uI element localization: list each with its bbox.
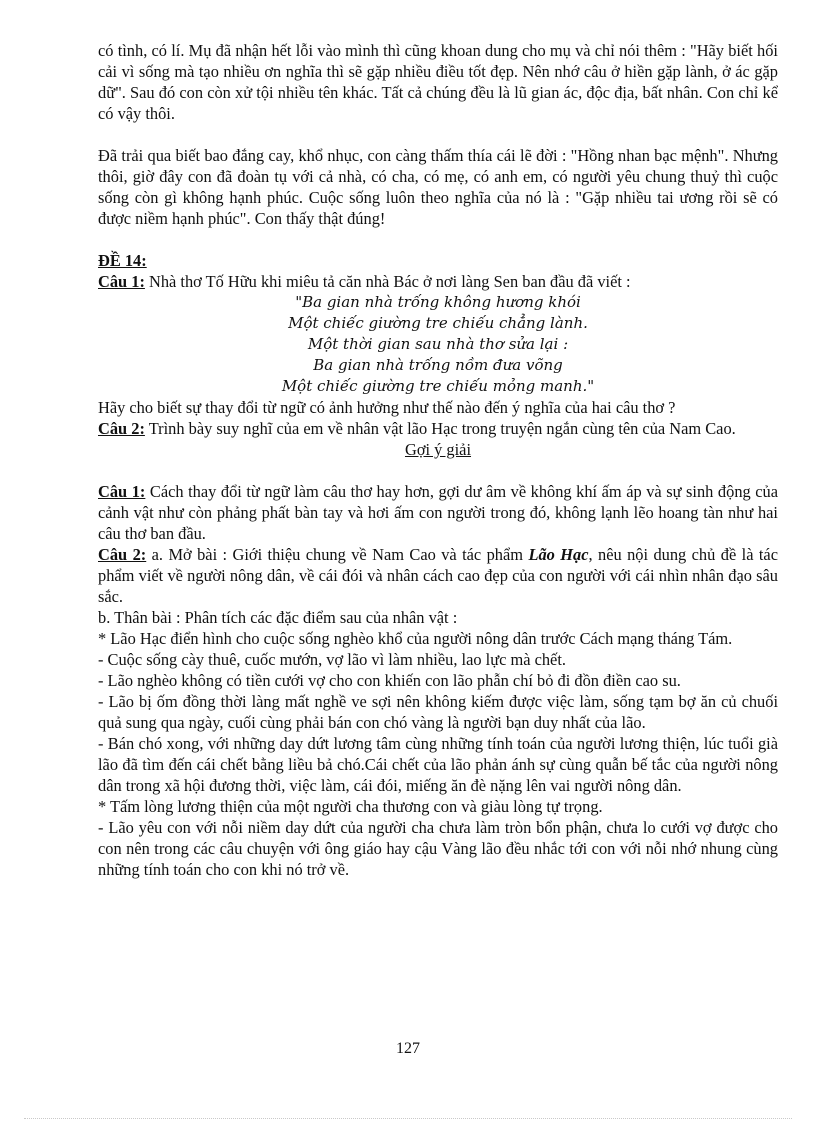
question-1-label: Câu 1: — [98, 272, 145, 291]
answer-1-label: Câu 1: — [98, 482, 146, 501]
question-1-text: Nhà thơ Tố Hữu khi miêu tả căn nhà Bác ở nơi làng Sen ban đầu đã viết : — [144, 272, 631, 291]
question-1-prompt: Hãy cho biết sự thay đổi từ ngữ có ảnh hưởng như thế nào đến ý nghĩa của hai câu thơ ? — [98, 398, 676, 417]
question-1 — [98, 271, 778, 292]
body-line-2: * Lão Hạc điển hình cho cuộc sống nghèo khổ của người nông dân trước Cách mạng tháng Tám. — [98, 629, 733, 648]
question-2-label: Câu 2: — [98, 419, 145, 438]
poem-line-5: Một chiếc giường tre chiếu mỏng manh." — [281, 377, 595, 395]
answer-2-label: Câu 2: — [98, 545, 147, 564]
intro-paragraph-2: Đã trải qua biết bao đắng cay, khổ nhục, con càng thấm thía cái lẽ đời : "Hồng nhan bạc mệnh". Nhưng thôi, giờ đây con đã đoàn tụ với cả nhà, có cha, có mẹ, có anh em, có người yêu chung thuỷ thì cuộc sống còn gì không hạnh phúc. Cuộc sống luôn theo nghĩa của nó là : "Gặp nhiều tai ương rồi sẽ có được niềm hạnh phúc". Con thấy thật đúng! — [98, 146, 778, 228]
intro-paragraph-1: có tình, có lí. Mụ đã nhận hết lỗi vào mình thì cũng khoan dung cho mụ và chỉ nói thêm : "Hãy biết hối cải vì sống mà tạo nhiều ơn nghĩa thì sẽ gặp nhiều điều tốt đẹp. Nên nhớ câu ở hiền gặp lành, ở ác gặp dữ". Sau đó con còn xử tội nhiều tên khác. Tất cả chúng đều là lũ gian ác, độc địa, bất nhân. Con chỉ kể có vậy thôi. — [98, 41, 778, 123]
answer-1 — [98, 481, 778, 544]
document-page — [98, 40, 778, 880]
question-2 — [98, 418, 778, 439]
body-line-6: - Bán chó xong, với những day dứt lương tâm cùng những tính toán của người lương thiện, lúc tuổi già lão đã tìm đến cái chết bằng liều bả chó.Cái chết của lão phản ánh sự cùng quẫn bế tắc của người nông dân trong xã hội đương thời, việc làm, cái đói, miếng ăn đè nặng lên vai người nông dân. — [98, 734, 778, 795]
poem-line-4: Ba gian nhà trống nồm đưa võng — [313, 356, 563, 374]
body-line-8: - Lão yêu con với nỗi niềm day dứt của người cha chưa làm tròn bổn phận, chưa lo cưới vợ được cho con nên trong các câu chuyện với ông giáo hay cậu Vàng lão đều nhắc tới con với nỗi nhớ nhung cùng những tính toán cho con khi nó trở về. — [98, 818, 778, 879]
hint-title: Gợi ý giải — [404, 440, 472, 459]
answer-2-intro: a. Mở bài : Giới thiệu chung về Nam Cao và tác phẩm — [146, 545, 529, 564]
body-line-3: - Cuộc sống cày thuê, cuốc mướn, vợ lão vì làm nhiều, lao lực mà chết. — [98, 650, 566, 669]
section-heading: ĐỀ 14: — [98, 251, 147, 270]
page-number: 127 — [396, 1040, 420, 1057]
page-footer-rule — [24, 1118, 792, 1119]
body-line-5: - Lão bị ốm đồng thời làng mất nghề ve sợi nên không kiếm được việc làm, sống tạm bợ ăn củ chuối quả sung qua ngày, cuối cùng phải bán con chó vàng là người bạn duy nhất của lão. — [98, 692, 778, 732]
poem-block — [98, 292, 778, 397]
question-2-text: Trình bày suy nghĩ của em về nhân vật lão Hạc trong truyện ngắn cùng tên của Nam Cao. — [144, 419, 736, 438]
body-line-7: * Tấm lòng lương thiện của một người cha thương con và giàu lòng tự trọng. — [98, 797, 603, 816]
poem-line-1: "Ba gian nhà trống không hương khói — [295, 293, 581, 311]
poem-line-2: Một chiếc giường tre chiếu chẳng lành. — [288, 314, 588, 332]
body-line-4: - Lão nghèo không có tiền cưới vợ cho con khiến con lão phẫn chí bỏ đi đồn điền cao su. — [98, 671, 681, 690]
answer-2-intro-rest: , nêu nội dung chủ đề là tác phẩm viết về người nông dân, về cái đói và nhân cách cao đẹp của con người với cái nhìn nhân đạo sâu sắc. — [98, 545, 778, 606]
poem-line-3: Một thời gian sau nhà thơ sửa lại : — [307, 335, 569, 353]
answer-1-text: Cách thay đổi từ ngữ làm câu thơ hay hơn, gợi dư âm về không khí ấm áp và sự sinh động của cảnh vật như còn phảng phất bàn tay và hơi ấm con người trong đó, không lạnh lẽo hoang tàn như hai câu thơ ban đầu. — [98, 482, 778, 543]
work-title: Lão Hạc — [528, 545, 589, 564]
body-line-1: b. Thân bài : Phân tích các đặc điểm sau của nhân vật : — [98, 608, 458, 627]
answer-2 — [98, 544, 778, 607]
